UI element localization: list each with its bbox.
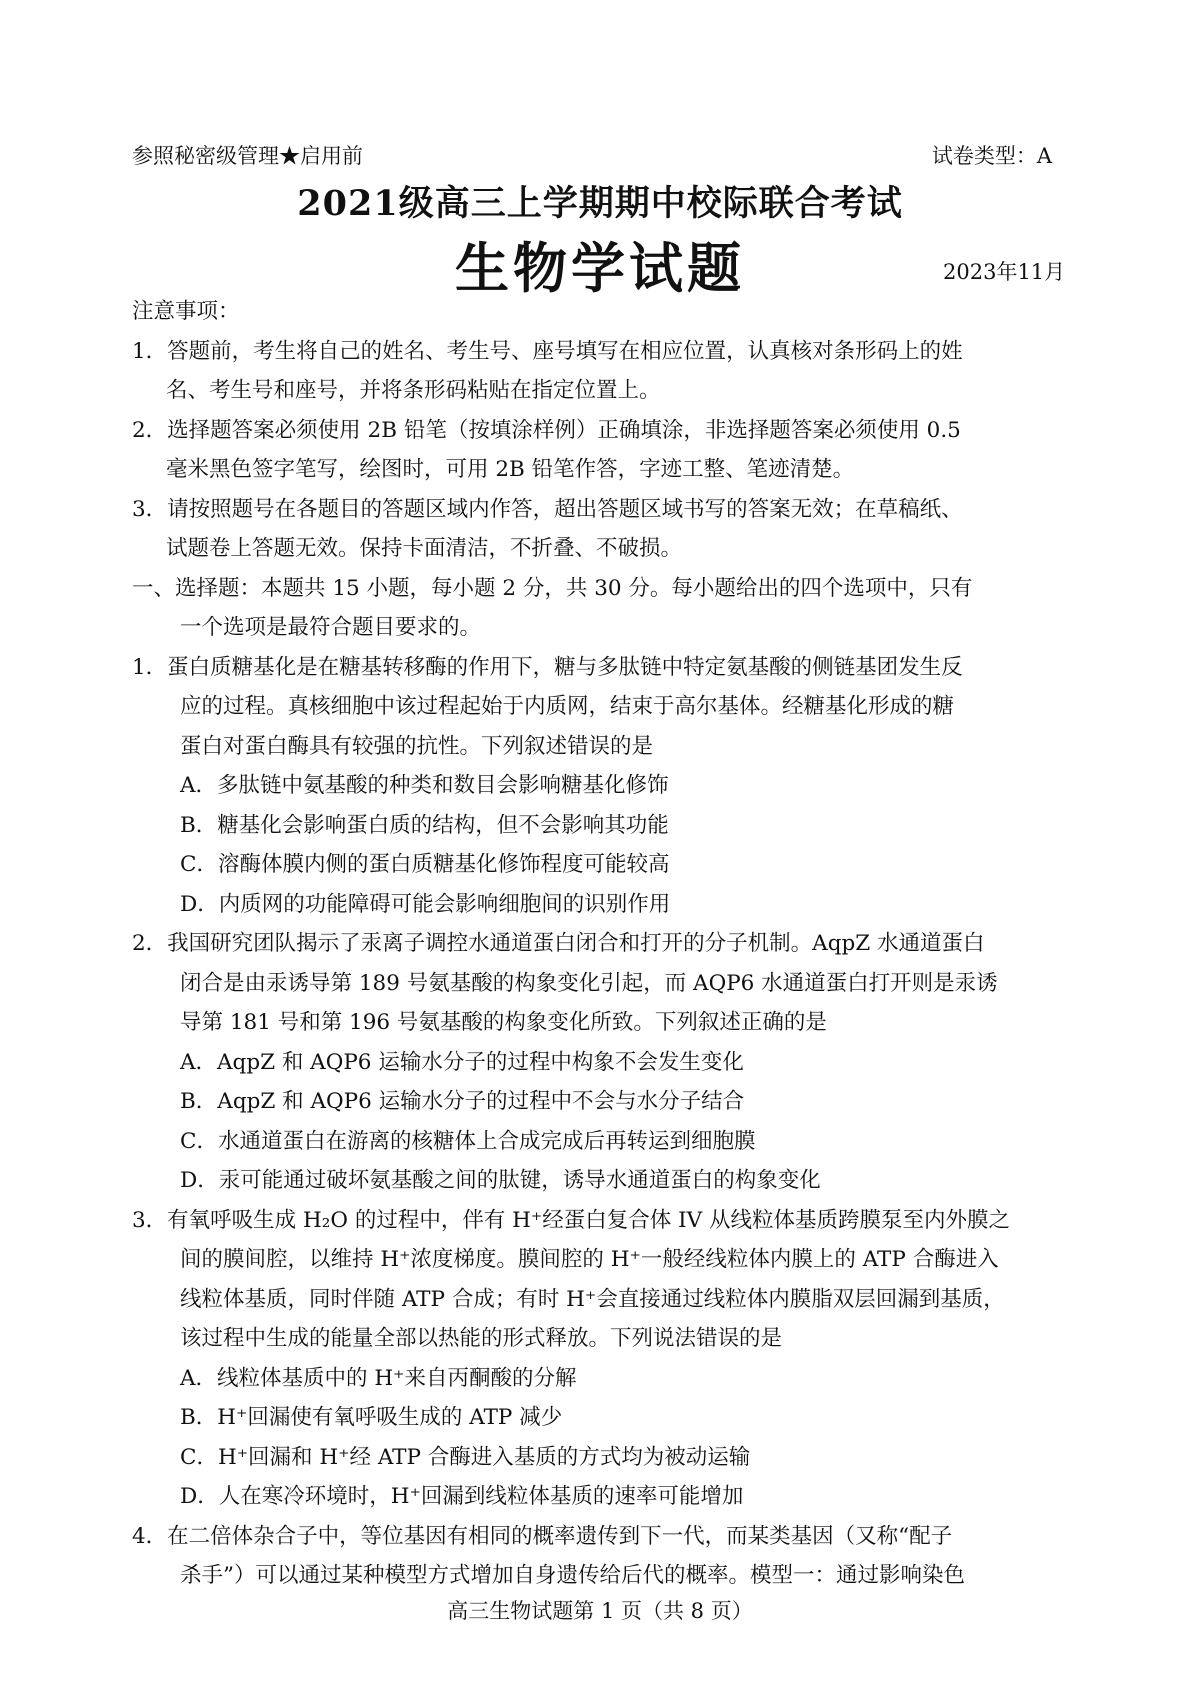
confidentiality-label: 参照秘密级管理★启用前 <box>132 144 363 168</box>
question-1-option-b: B．糖基化会影响蛋白质的结构，但不会影响其功能 <box>180 812 669 838</box>
question-3-stem-line-2: 间的膜间腔，以维持 H⁺浓度梯度。膜间腔的 H⁺一般经线粒体内膜上的 ATP 合酶进入 <box>180 1247 999 1272</box>
question-3-option-c: C．H⁺回漏和 H⁺经 ATP 合酶进入基质的方式均为被动运输 <box>180 1444 751 1470</box>
question-1-stem-line-3: 蛋白对蛋白酶具有较强的抗性。下列叙述错误的是 <box>180 733 654 759</box>
question-1-stem-line-1: 1．蛋白质糖基化是在糖基转移酶的作用下，糖与多肽链中特定氨基酸的侧链基团发生反 <box>132 654 963 680</box>
section-heading-line-1: 一、选择题：本题共 15 小题，每小题 2 分，共 30 分。每小题给出的四个选项中，只有 <box>132 575 973 601</box>
question-1-stem-line-2: 应的过程。真核细胞中该过程起始于内质网，结束于高尔基体。经糖基化形成的糖 <box>180 694 955 719</box>
notice-item-3-line-2: 试题卷上答题无效。保持卡面清洁，不折叠、不破损。 <box>166 536 683 561</box>
page-footer: 高三生物试题第 1 页（共 8 页） <box>447 1599 753 1623</box>
notice-item-3-line-1: 3．请按照题号在各题目的答题区域内作答，超出答题区域书写的答案无效；在草稿纸、 <box>132 496 963 522</box>
question-4-stem-line-2: 杀手”）可以通过某种模型方式增加自身遗传给后代的概率。模型一：通过影响染色 <box>180 1563 965 1588</box>
exam-date: 2023年11月 <box>943 260 1066 284</box>
question-3-option-d: D．人在寒冷环境时，H⁺回漏到线粒体基质的速率可能增加 <box>180 1484 744 1509</box>
notice-title: 注意事项： <box>132 299 240 324</box>
question-2-stem-line-1: 2．我国研究团队揭示了汞离子调控水通道蛋白闭合和打开的分子机制。AqpZ 水通道蛋白 <box>132 931 985 956</box>
exam-body <box>132 292 1082 1596</box>
question-2-option-a: A．AqpZ 和 AQP6 运输水分子的过程中构象不会发生变化 <box>180 1049 744 1075</box>
question-2-stem-line-2: 闭合是由汞诱导第 189 号氨基酸的构象变化引起，而 AQP6 水通道蛋白打开则是汞诱 <box>180 970 998 996</box>
question-3-stem-line-4: 该过程中生成的能量全部以热能的形式释放。下列说法错误的是 <box>180 1326 783 1351</box>
exam-title: 2021级高三上学期期中校际联合考试 <box>297 183 903 224</box>
question-3-option-b: B．H⁺回漏使有氧呼吸生成的 ATP 减少 <box>180 1405 563 1430</box>
question-4-stem-line-1: 4．在二倍体杂合子中，等位基因有相同的概率遗传到下一代，而某类基因（又称“配子 <box>132 1523 953 1549</box>
section-heading-line-2: 一个选项是最符合题目要求的。 <box>180 615 482 640</box>
question-1-option-d: D．内质网的功能障碍可能会影响细胞间的识别作用 <box>180 891 671 917</box>
question-2-option-c: C．水通道蛋白在游离的核糖体上合成完成后再转运到细胞膜 <box>180 1128 756 1154</box>
question-2-option-b: B．AqpZ 和 AQP6 运输水分子的过程中不会与水分子结合 <box>180 1089 745 1114</box>
subject-title: 生物学试题 <box>455 236 745 300</box>
question-3-stem-line-1: 3．有氧呼吸生成 H₂O 的过程中，伴有 H⁺经蛋白复合体 IV 从线粒体基质跨膜泵至内外膜之 <box>132 1207 1010 1233</box>
question-3-stem-line-3: 线粒体基质，同时伴随 ATP 合成；有时 H⁺会直接通过线粒体内膜脂双层回漏到基质， <box>180 1286 1005 1312</box>
notice-item-2-line-1: 2．选择题答案必须使用 2B 铅笔（按填涂样例）正确填涂，非选择题答案必须使用 0.5 <box>132 417 961 443</box>
question-3-option-a: A．线粒体基质中的 H⁺来自丙酮酸的分解 <box>180 1365 577 1391</box>
notice-item-2-line-2: 毫米黑色签字笔写，绘图时，可用 2B 铅笔作答，字迹工整、笔迹清楚。 <box>166 457 855 482</box>
question-1-option-c: C．溶酶体膜内侧的蛋白质糖基化修饰程度可能较高 <box>180 852 670 877</box>
question-1-option-a: A．多肽链中氨基酸的种类和数目会影响糖基化修饰 <box>180 773 669 798</box>
question-2-stem-line-3: 导第 181 号和第 196 号氨基酸的构象变化所致。下列叙述正确的是 <box>180 1010 827 1035</box>
question-2-option-d: D．汞可能通过破坏氨基酸之间的肽键，诱导水通道蛋白的构象变化 <box>180 1168 821 1193</box>
notice-item-1-line-1: 1．答题前，考生将自己的姓名、考生号、座号填写在相应位置，认真核对条形码上的姓 <box>132 338 963 364</box>
paper-type-label: 试卷类型：A <box>931 144 1052 168</box>
notice-item-1-line-2: 名、考生号和座号，并将条形码粘贴在指定位置上。 <box>166 378 661 403</box>
